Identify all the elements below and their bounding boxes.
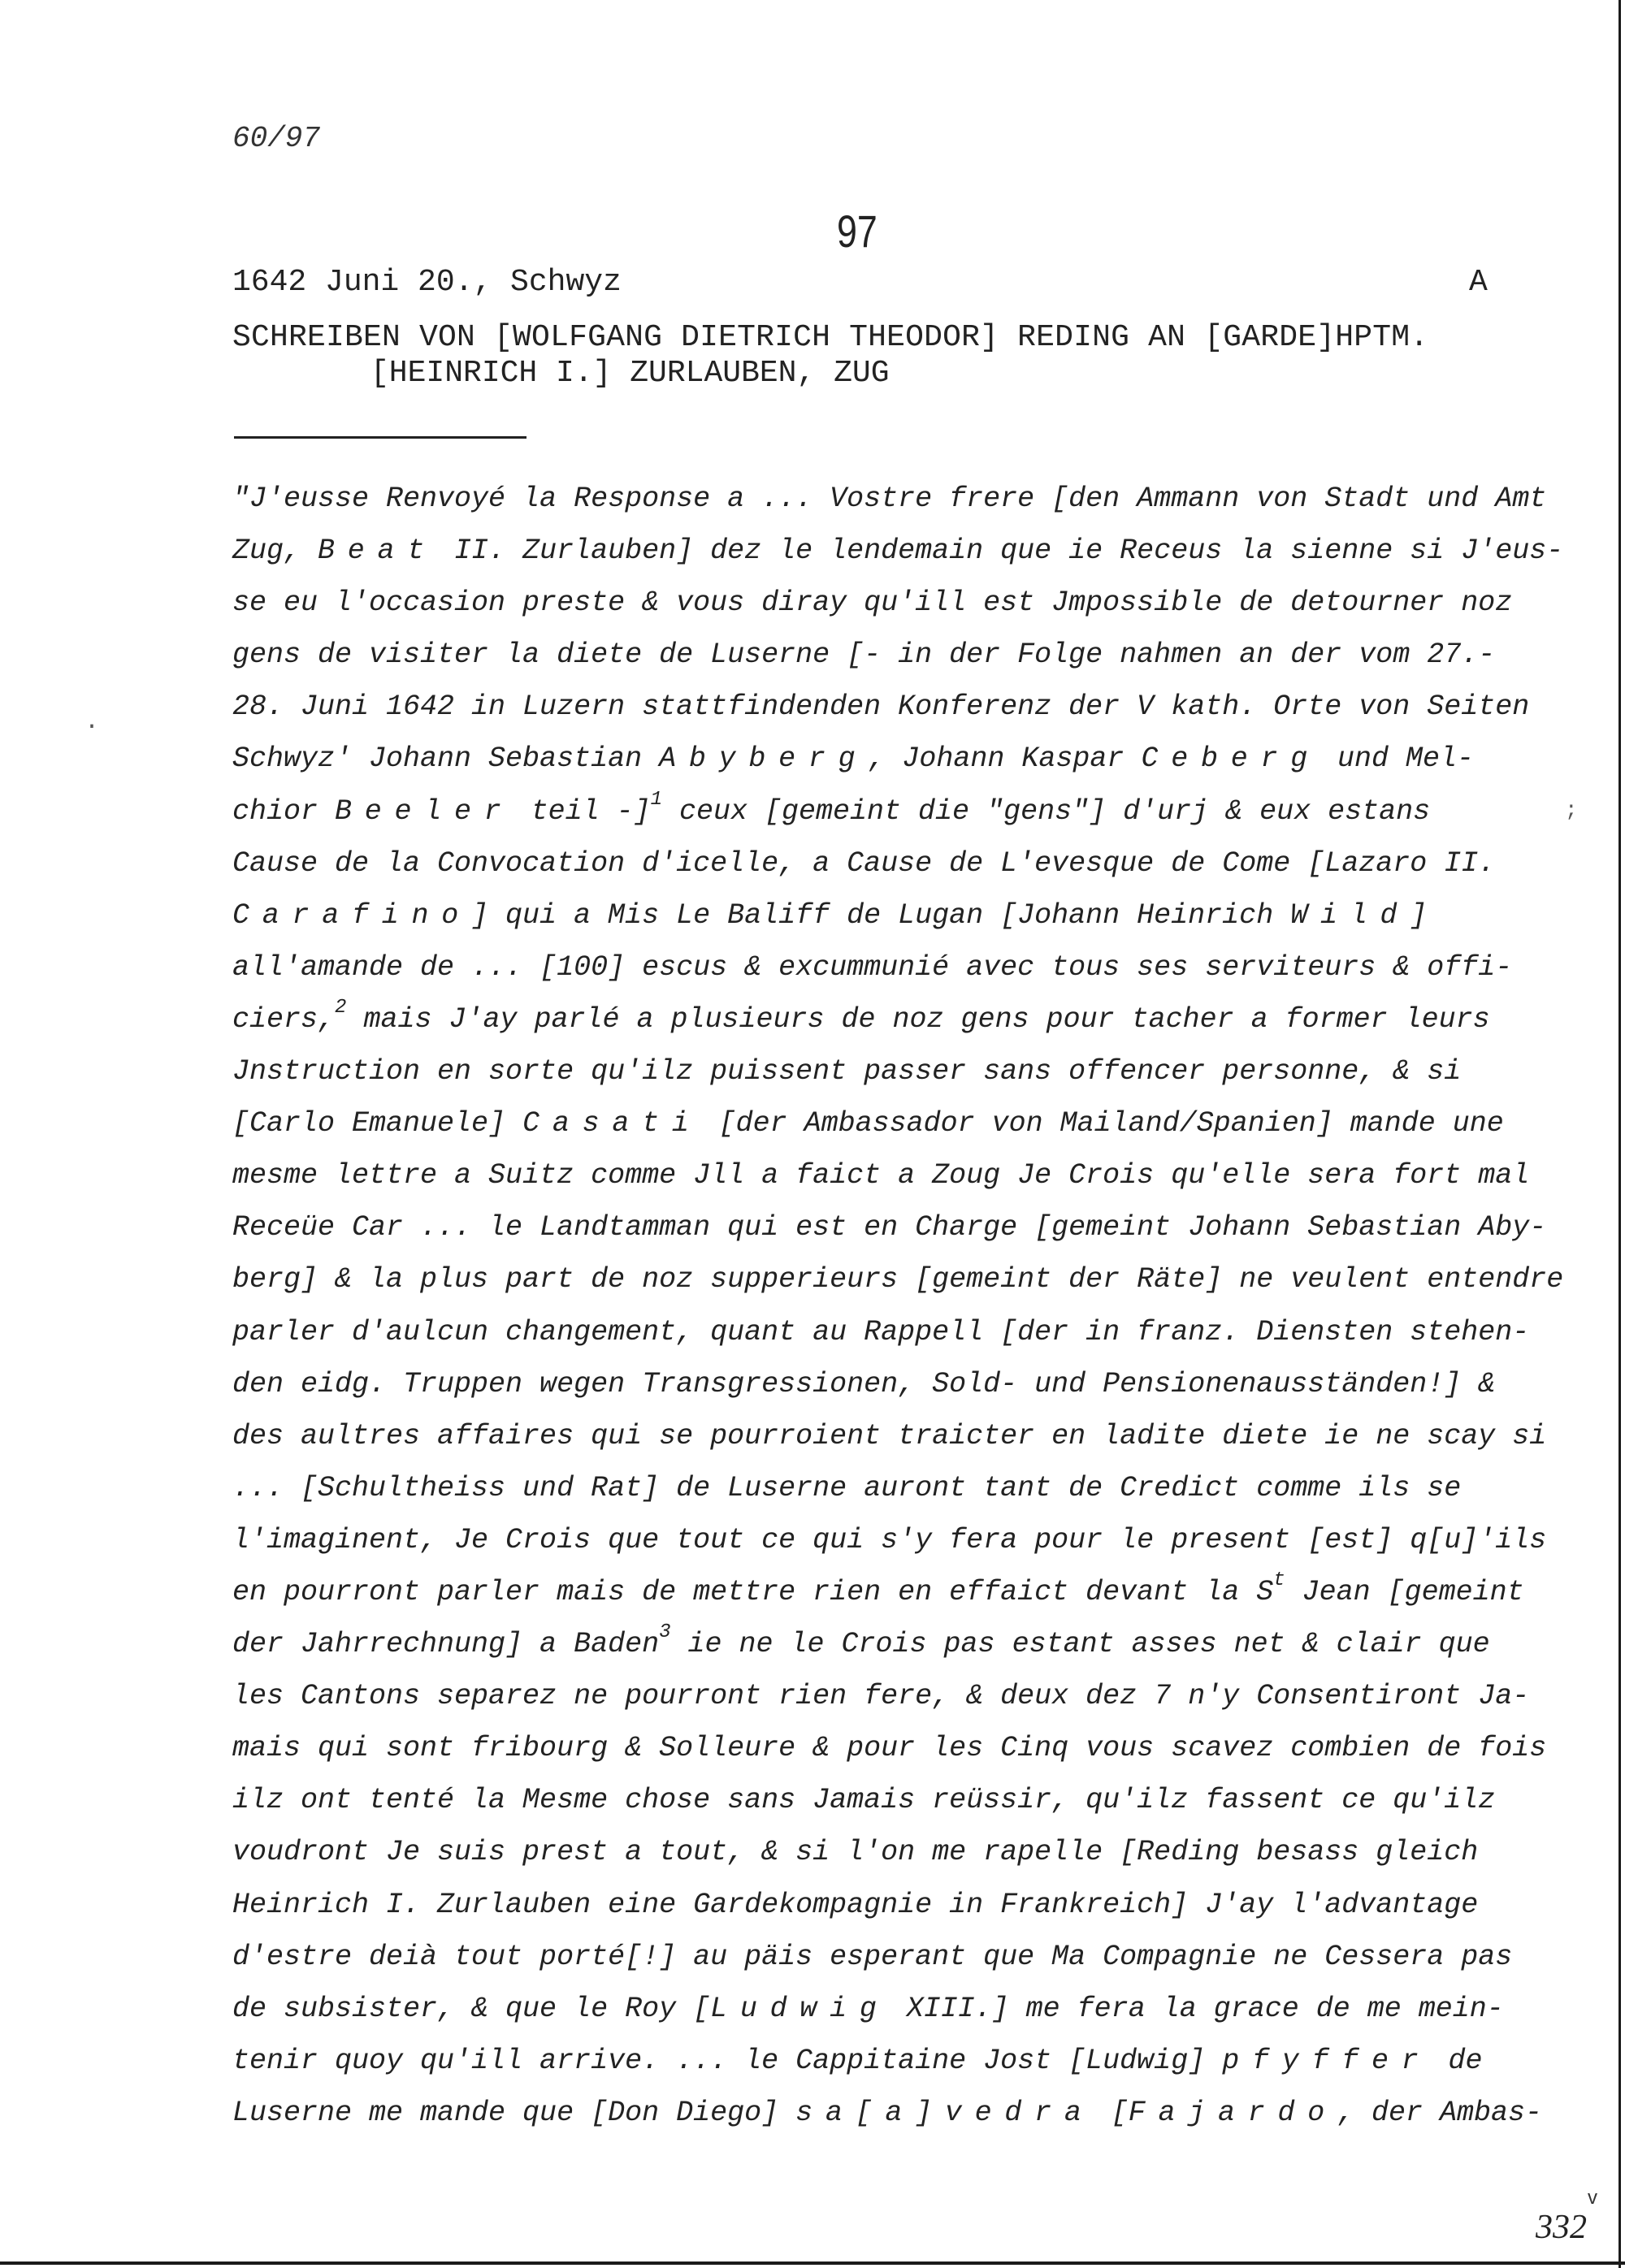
text-line: de subsister, & que le Roy [Ludwig XIII.] me fera la grace de me mein-	[232, 1992, 1504, 2025]
date-place: 1642 Juni 20., Schwyz	[232, 265, 622, 300]
text-line: les Cantons separez ne pourront rien fere, & deux dez 7 n'y Consentiront Ja-	[232, 1680, 1530, 1713]
text-line: parler d'aulcun changement, quant au Rappell [der in franz. Diensten stehen-	[232, 1315, 1530, 1348]
text-line: en pourront parler mais de mettre rien en effaict devant la $S^t$ Jean [gemeint	[232, 1569, 1524, 1608]
text-line: Luserne me mande que [Don Diego] sa[a]vedra [Fajardo, der Ambas-	[232, 2096, 1543, 2129]
spaced-name: Beat	[318, 535, 438, 568]
text-line: des aultres affaires qui se pourroient traicter en ladite diete ie ne scay si	[232, 1419, 1547, 1452]
text-line: Heinrich I. Zurlauben eine Gardekompagnie in Frankreich] J'ay l'advantage	[232, 1888, 1479, 1921]
text-line: l'imaginent, Je Crois que tout ce qui s'y fera pour le present [est] q[u]'ils	[232, 1523, 1547, 1556]
spaced-name: Beeler	[335, 794, 514, 828]
margin-dot: .	[84, 708, 100, 736]
text-line: den eidg. Truppen wegen Transgressionen, Sold- und Pensionenausständen!] &	[232, 1367, 1496, 1400]
text-line: se eu l'occasion preste & vous diray qu'ill est Jmpossible de detourner noz	[232, 586, 1513, 620]
text-line: Schwyz' Johann Sebastian Abyberg, Johann Kaspar Ceberg und Mel-	[232, 742, 1474, 776]
text-line: ciers,$^2$ mais J'ay parlé a plusieurs de noz gens pour tacher a former leurs	[232, 996, 1490, 1036]
document-title-line-2: [HEINRICH I.] ZURLAUBEN, ZUG	[370, 356, 890, 391]
document-number: 97	[837, 206, 878, 257]
document-title-line-1: SCHREIBEN VON [WOLFGANG DIETRICH THEODOR] REDING AN [GARDE]HPTM.	[232, 320, 1429, 355]
text-line: all'amande de ... [100] escus & excummunié avec tous ses serviteurs & offi-	[232, 950, 1513, 984]
scan-right-border	[1618, 0, 1621, 2268]
text-line: chior Beeler teil -]$^1$ ceux [gemeint die "gens"] d'urj & eux estans	[232, 788, 1431, 828]
text-line: 28. Juni 1642 in Luzern stattfindenden Konferenz der V kath. Orte von Seiten	[232, 690, 1530, 724]
spaced-name: Wild	[1290, 898, 1410, 932]
superscript: t	[1273, 1569, 1285, 1591]
spaced-name: Fajardo	[1128, 2096, 1337, 2129]
footnote-marker: 1	[650, 788, 662, 811]
footnote-marker: 2	[335, 996, 347, 1019]
margin-mark: ;	[1565, 798, 1578, 822]
spaced-name: Abyberg	[659, 742, 869, 776]
separator-rule	[234, 436, 526, 439]
text-line: berg] & la plus part de noz supperieurs [gemeint der Räte] ne veulent entendre	[232, 1263, 1564, 1296]
text-line: gens de visiter la diete de Luserne [- in der Folge nahmen an der vom 27.-	[232, 638, 1496, 672]
text-line: Jnstruction en sorte qu'ilz puissent passer sans offencer personne, & si	[232, 1055, 1462, 1089]
document-type-letter: A	[1469, 265, 1488, 300]
text-line: ilz ont tenté la Mesme chose sans Jamais reüssir, qu'ilz fassent ce qu'ilz	[232, 1784, 1496, 1817]
text-line: Carafino] qui a Mis Le Baliff de Lugan [Johann Heinrich Wild]	[232, 898, 1428, 932]
text-line: mais qui sont fribourg & Solleure & pour les Cinq vous scavez combien de fois	[232, 1732, 1547, 1765]
letter-body	[232, 473, 1564, 2139]
spaced-name: Ceberg	[1141, 742, 1320, 776]
text-line: Cause de la Convocation d'icelle, a Cause de L'evesque de Come [Lazaro II.	[232, 846, 1496, 880]
text-line: voudront Je suis prest a tout, & si l'on me rapelle [Reding besass gleich	[232, 1836, 1479, 1869]
text-line: tenir quoy qu'ill arrive. ... le Cappitaine Jost [Ludwig] pfyffer de	[232, 2044, 1483, 2077]
archive-reference: 60/97	[232, 122, 321, 155]
text-line: "J'eusse Renvoyé la Response a ... Vostre frere [den Ammann von Stadt und Amt	[232, 483, 1547, 515]
text-line: d'estre deià tout porté[!] au päis esperant que Ma Compagnie ne Cessera pas	[232, 1940, 1513, 1973]
scan-bottom-border	[0, 2262, 1625, 2265]
spaced-name: Carafino	[232, 898, 472, 932]
text-line: ... [Schultheiss und Rat] de Luserne auront tant de Credict comme ils se	[232, 1471, 1462, 1504]
text-line: Zug, Beat II. Zurlauben] dez le lendemain que ie Receus la sienne si J'eus-	[232, 535, 1564, 568]
text-line: mesme lettre a Suitz comme Jll a faict a Zoug Je Crois qu'elle sera fort mal	[232, 1159, 1530, 1192]
spaced-name: sa[a]vedra	[795, 2096, 1094, 2129]
spaced-name: Casati	[522, 1107, 702, 1140]
text-line: [Carlo Emanuele] Casati [der Ambassador von Mailand/Spanien] mande une	[232, 1107, 1504, 1140]
text-line: der Jahrrechnung] a Baden$^3$ ie ne le Crois pas estant asses net & clair que	[232, 1621, 1490, 1661]
page-number: 332	[1536, 2209, 1587, 2246]
check-mark: v	[1588, 2187, 1597, 2209]
spaced-name: pfyffer	[1222, 2044, 1432, 2077]
text-line: Receüe Car ... le Landtamman qui est en Charge [gemeint Johann Sebastian Aby-	[232, 1211, 1547, 1244]
footnote-marker: 3	[659, 1621, 671, 1644]
spaced-name: Ludwig	[710, 1992, 890, 2025]
